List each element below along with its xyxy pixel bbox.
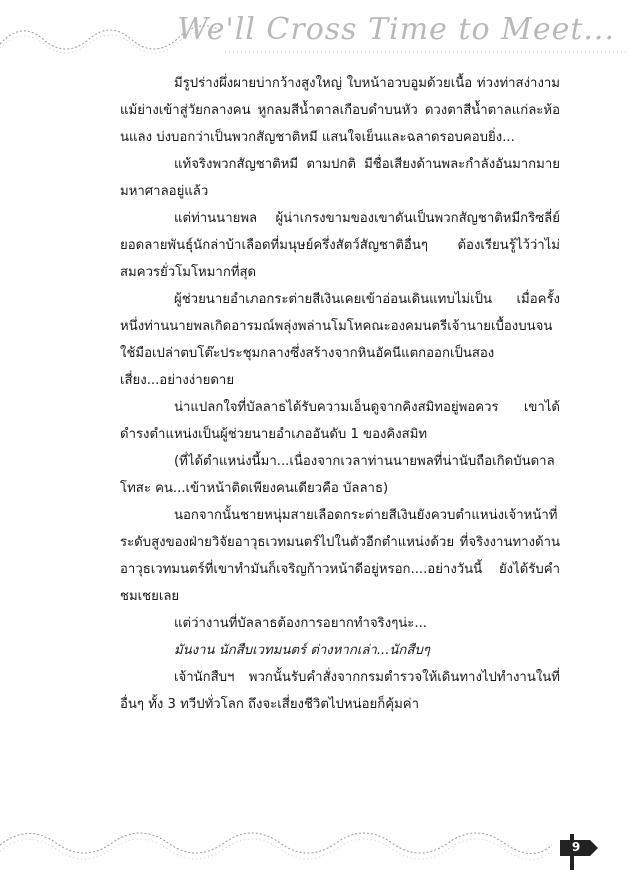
paragraph-9: มันงาน นักสืบเวทมนตร์ ต่างหากเล่า...นักสืบๆ — [174, 643, 430, 658]
paragraph-4: ผู้ช่วยนายอำเภอกระต่ายสีเงินเคยเข้าอ่อนเดินแทบไม่เป็น เมื่อครั้งหนึ่งท่านนายพลเกิดอารมณ์พลุ่งพล่านโมโหคณะองคมนตรีเจ้านายเบื้องบนจนใช้มือเปล่าตบโต๊ะประชุมกลางซึ่งสร้างจากหินอัคนีแตกออกเป็นสองเสี่ยง...อย่างง่ายดาย — [120, 292, 560, 388]
page-number: 9 — [571, 840, 581, 854]
bottom-scallop-border — [0, 815, 629, 887]
paragraph-2: แท้จริงพวกสัญชาติหมี ตามปกติ มีชื่อเสียงด้านพละกำลังอันมากมายมหาศาลอยู่แล้ว — [120, 157, 560, 199]
paragraph-8: แต่ว่างานที่บัลลาธต้องการอยากทำจริงๆน่ะ... — [174, 616, 427, 631]
paragraph-3: แต่ท่านนายพล ผู้น่าเกรงขามของเขาดันเป็นพวกสัญชาติหมีกริซลี่ย์ ยอดลายพันธุ์นักล่าบ้าเลือดที่มนุษย์ครึ่งสัตว์สัญชาติอื่นๆ ต้องเรียนรู้ไว้ว่าไม่สมควรยั่วโมโหมากที่สุด — [120, 211, 560, 280]
header-title: We'll Cross Time to Meet... — [177, 12, 615, 47]
paragraph-5: น่าแปลกใจที่บัลลาธได้รับความเอ็นดูจากคิงสมิทอยู่พอควร เขาได้ดำรงตำแหน่งเป็นผู้ช่วยนายอำเภออันดับ 1 ของคิงสมิท — [120, 400, 560, 442]
page-body — [120, 70, 560, 718]
paragraph-1: มีรูปร่างผึ่งผายบ่ากว้างสูงใหญ่ ใบหน้าอวบอูมด้วยเนื้อ ท่วงท่าสง่างาม แม้ย่างเข้าสู่วัยกลางคน หูกลมสีน้ำตาลเกือบดำบนหัว ดวงตาสีน้ำตาลแก่ละห้อนแลง บ่งบอกว่าเป็นพวกสัญชาติหมี แสนใจเย็นและฉลาดรอบคอบยิ่ง... — [120, 76, 560, 145]
paragraph-7: นอกจากนั้นชายหนุ่มสายเลือดกระต่ายสีเงินยังควบตำแหน่งเจ้าหน้าที่ระดับสูงของฝ่ายวิจัยอาวุธเวทมนตร์ไปในตัวอีกตำแหน่งด้วย ที่จริงงานทางด้านอาวุธเวทมนตร์ที่เขาทำมันก็เจริญก้าวหน้าดีอยู่หรอก....อย่างวันนี้ ยังได้รับคำชมเชยเลย — [120, 508, 560, 604]
paragraph-6: (ที่ได้ตำแหน่งนี้มา...เนื่องจากเวลาท่านนายพลที่น่านับถือเกิดบันดาลโทสะ คน...เข้าหน้าติดเพียงคนเดียวคือ บัลลาธ) — [120, 454, 555, 496]
paragraph-10: เจ้านักสืบฯ พวกนั้นรับคำสั่งจากกรมตำรวจให้เดินทางไปทำงานในที่อื่นๆ ทั้ง 3 ทวีปทั่วโลก ถึงจะเสี่ยงชีวิตไปหน่อยก็คุ้มค่า — [120, 670, 560, 712]
